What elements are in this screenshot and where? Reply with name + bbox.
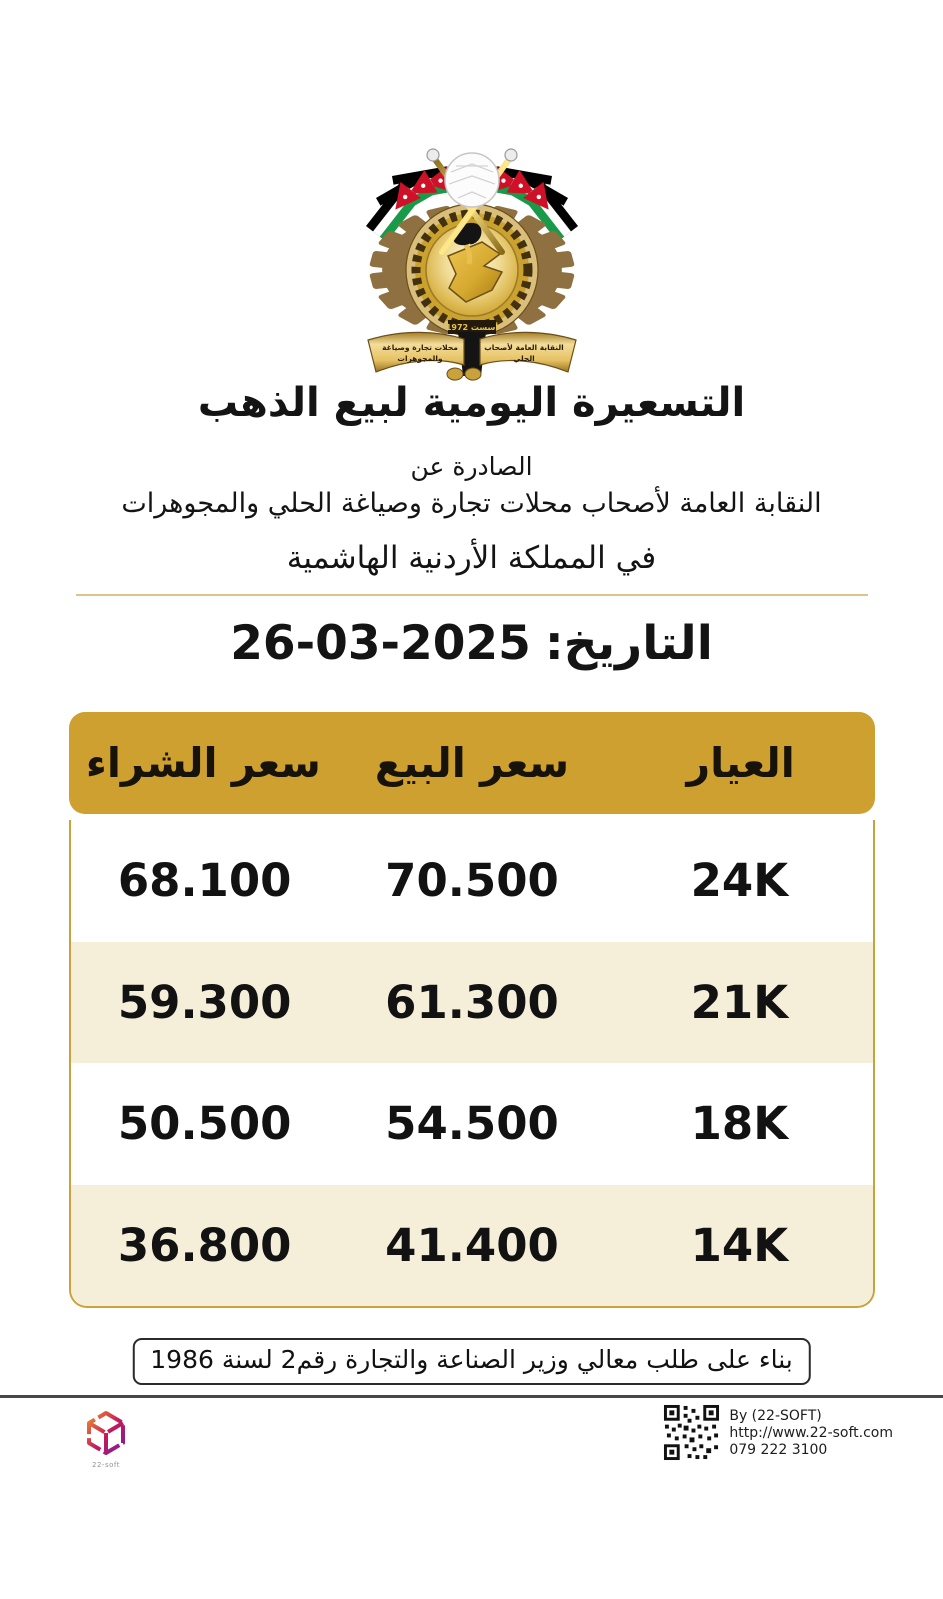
karat-cell: 24K <box>690 854 789 908</box>
established-text: أسست 1972 <box>445 323 498 332</box>
credits-block <box>663 1404 893 1461</box>
issued-by-line: الصادرة عن <box>410 452 533 481</box>
table-row-14k <box>71 1185 873 1307</box>
date-value: 26-03-2025 <box>230 616 531 671</box>
vendor-logo-text: 22-soft <box>92 1461 120 1469</box>
credit-text-block <box>729 1404 893 1459</box>
table-row-21k <box>71 942 873 1064</box>
price-table-header <box>69 712 875 814</box>
sell-price-cell: 61.300 <box>385 975 559 1029</box>
ribbon-banner <box>368 332 576 380</box>
header-buy-price: سعر الشراء <box>85 739 321 787</box>
qr-code-icon <box>663 1404 720 1461</box>
sell-price-cell: 70.500 <box>385 854 559 908</box>
cube-logo-icon <box>85 1410 127 1456</box>
header-sell-price: سعر البيع <box>374 739 570 787</box>
karat-cell: 14K <box>690 1218 789 1272</box>
karat-cell: 18K <box>690 1097 789 1151</box>
gold-divider-line <box>76 594 868 596</box>
buy-price-cell: 50.500 <box>117 1097 292 1151</box>
credit-phone: 079 222 3100 <box>729 1442 828 1459</box>
kingdom-line: في المملكة الأردنية الهاشمية <box>286 540 657 576</box>
footer-divider-line <box>0 1395 943 1398</box>
ribbon-right-text-1: النقابة العامة لأصحاب <box>483 343 564 352</box>
ministerial-footnote: بناء على طلب معالي وزير الصناعة والتجارة رقم2 لسنة 1986 <box>132 1338 810 1385</box>
header-karat: العيار <box>686 739 795 787</box>
emblem-graphic <box>332 134 612 384</box>
page-title: التسعيرة اليومية لبيع الذهب <box>197 380 746 426</box>
karat-cell: 21K <box>690 975 789 1029</box>
diamond-ball-icon <box>445 153 499 207</box>
sell-price-cell: 54.500 <box>385 1097 559 1151</box>
ribbon-left-text-1: محلات تجارة وصياغة <box>381 343 458 352</box>
date-label: التاريخ: <box>544 616 713 671</box>
ribbon-right-text-2: الحلي <box>512 354 535 363</box>
vendor-logo <box>80 1410 132 1469</box>
syndicate-emblem-logo <box>332 134 612 384</box>
table-row-24k <box>71 820 873 942</box>
buy-price-cell: 59.300 <box>117 975 292 1029</box>
buy-price-cell: 68.100 <box>117 854 292 908</box>
established-badge <box>445 320 498 334</box>
date-line <box>0 616 943 671</box>
credit-by: By (22-SOFT) <box>729 1408 822 1424</box>
ribbon-left-text-2: والمجوهرات <box>396 354 443 363</box>
price-table-body <box>69 820 875 1308</box>
syndicate-name-line: النقابة العامة لأصحاب محلات تجارة وصياغة الحلي والمجوهرات <box>121 488 822 519</box>
buy-price-cell: 36.800 <box>117 1218 292 1272</box>
credit-url: http://www.22-soft.com <box>729 1425 893 1442</box>
sell-price-cell: 41.400 <box>385 1218 559 1272</box>
table-row-18k <box>71 1063 873 1185</box>
